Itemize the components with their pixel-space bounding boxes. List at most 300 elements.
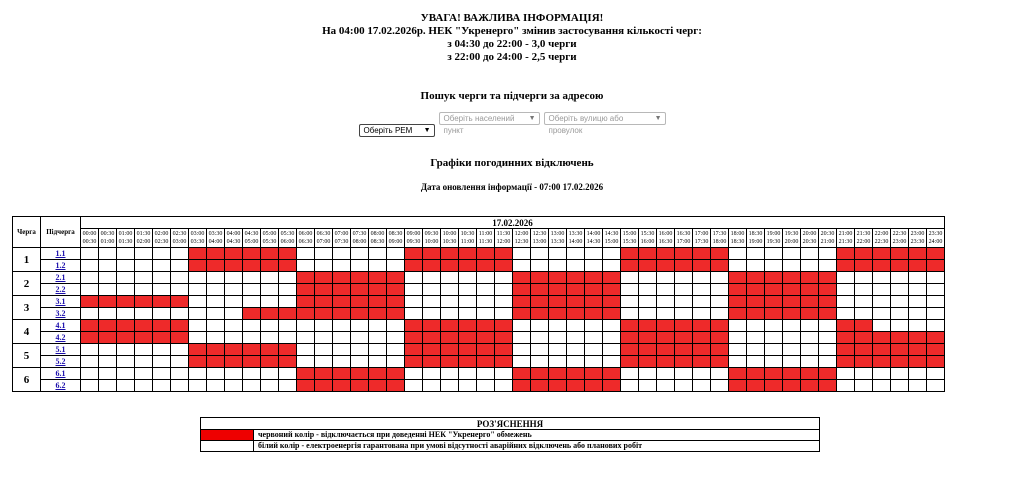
power-cell — [459, 368, 477, 380]
outage-cell — [333, 380, 351, 392]
power-cell — [531, 248, 549, 260]
power-cell — [801, 320, 819, 332]
power-cell — [369, 248, 387, 260]
rem-select[interactable] — [359, 124, 435, 137]
outage-cell — [117, 332, 135, 344]
power-cell — [171, 284, 189, 296]
outage-cell — [693, 260, 711, 272]
outage-cell — [441, 344, 459, 356]
power-cell — [459, 296, 477, 308]
time-slot — [423, 229, 441, 248]
power-cell — [513, 356, 531, 368]
power-cell — [135, 356, 153, 368]
outage-cell — [729, 308, 747, 320]
outage-cell — [477, 356, 495, 368]
outage-cell — [729, 272, 747, 284]
time-slot-start: 09:30 — [424, 231, 439, 237]
power-cell — [855, 284, 873, 296]
outage-cell — [333, 284, 351, 296]
power-cell — [135, 260, 153, 272]
power-cell — [477, 380, 495, 392]
outage-cell — [351, 284, 369, 296]
outage-cell — [549, 308, 567, 320]
power-cell — [297, 260, 315, 272]
table-row — [13, 368, 945, 380]
power-cell — [297, 356, 315, 368]
outage-cell — [693, 248, 711, 260]
time-slot-start: 15:30 — [640, 231, 655, 237]
power-cell — [81, 284, 99, 296]
outage-cell — [711, 344, 729, 356]
legend-red-swatch — [201, 430, 254, 441]
power-cell — [621, 380, 639, 392]
outage-cell — [765, 368, 783, 380]
chevron-down-icon: ▼ — [423, 127, 431, 134]
power-cell — [99, 284, 117, 296]
power-cell — [639, 296, 657, 308]
power-cell — [99, 260, 117, 272]
outage-cell — [801, 368, 819, 380]
outage-cell — [495, 260, 513, 272]
power-cell — [153, 344, 171, 356]
power-cell — [99, 248, 117, 260]
outage-cell — [225, 248, 243, 260]
outage-cell — [675, 356, 693, 368]
notice-line-3: з 22:00 до 24:00 - 2,5 черги — [447, 51, 577, 63]
time-slot-start: 16:00 — [658, 231, 673, 237]
power-cell — [531, 344, 549, 356]
outage-cell — [459, 248, 477, 260]
outage-cell — [153, 320, 171, 332]
outage-cell — [585, 272, 603, 284]
outage-cell — [243, 356, 261, 368]
power-cell — [243, 368, 261, 380]
time-slot-end: 05:00 — [244, 239, 259, 245]
power-cell — [405, 284, 423, 296]
power-cell — [153, 368, 171, 380]
subqueue-link[interactable]: 2.1 — [55, 272, 66, 282]
power-cell — [99, 356, 117, 368]
outage-cell — [513, 368, 531, 380]
outage-cell — [621, 344, 639, 356]
power-cell — [99, 368, 117, 380]
table-row — [13, 308, 945, 320]
power-cell — [171, 308, 189, 320]
outage-cell — [873, 248, 891, 260]
outage-cell — [99, 320, 117, 332]
time-slot-start: 00:30 — [100, 231, 115, 237]
subqueue-link[interactable]: 4.2 — [55, 332, 66, 342]
outage-cell — [423, 356, 441, 368]
subqueue-link[interactable]: 1.2 — [55, 260, 66, 270]
power-cell — [729, 344, 747, 356]
power-cell — [279, 380, 297, 392]
outage-cell — [315, 296, 333, 308]
outage-cell — [243, 260, 261, 272]
legend-table — [200, 417, 820, 452]
power-cell — [549, 332, 567, 344]
power-cell — [585, 260, 603, 272]
time-slot-end: 10:30 — [442, 239, 457, 245]
power-cell — [801, 260, 819, 272]
outage-cell — [747, 272, 765, 284]
time-slot-end: 16:30 — [658, 239, 673, 245]
power-cell — [261, 368, 279, 380]
outage-cell — [729, 368, 747, 380]
queue-number: 6 — [13, 368, 41, 392]
time-slot-start: 17:00 — [694, 231, 709, 237]
outage-cell — [639, 344, 657, 356]
power-cell — [81, 272, 99, 284]
outage-cell — [513, 308, 531, 320]
outage-cell — [855, 260, 873, 272]
power-cell — [927, 320, 945, 332]
time-slot-start: 18:00 — [730, 231, 745, 237]
power-cell — [81, 368, 99, 380]
power-cell — [405, 380, 423, 392]
outage-cell — [549, 272, 567, 284]
outage-cell — [423, 332, 441, 344]
time-slot — [441, 229, 459, 248]
time-slot-start: 05:30 — [280, 231, 295, 237]
power-cell — [99, 380, 117, 392]
outage-cell — [819, 380, 837, 392]
outage-cell — [441, 248, 459, 260]
subqueue-link[interactable]: 3.1 — [55, 296, 66, 306]
power-cell — [225, 380, 243, 392]
power-cell — [603, 320, 621, 332]
outage-cell — [297, 380, 315, 392]
time-slot — [873, 229, 891, 248]
power-cell — [369, 332, 387, 344]
outage-cell — [351, 272, 369, 284]
power-cell — [495, 308, 513, 320]
power-cell — [837, 368, 855, 380]
time-slot — [513, 229, 531, 248]
power-cell — [495, 368, 513, 380]
time-slot — [891, 229, 909, 248]
time-slot-start: 12:00 — [514, 231, 529, 237]
power-cell — [549, 320, 567, 332]
outage-cell — [675, 248, 693, 260]
time-slot — [351, 229, 369, 248]
power-cell — [837, 380, 855, 392]
outage-cell — [243, 248, 261, 260]
power-cell — [819, 248, 837, 260]
queue-number: 2 — [13, 272, 41, 296]
power-cell — [153, 272, 171, 284]
time-slot — [801, 229, 819, 248]
power-cell — [639, 368, 657, 380]
outage-cell — [351, 296, 369, 308]
notice-title: УВАГА! ВАЖЛИВА ІНФОРМАЦІЯ! — [420, 12, 604, 24]
outage-cell — [279, 308, 297, 320]
update-date: Дата оновлення інформації - 07:00 17.02.2026 — [420, 182, 604, 192]
outage-cell — [495, 320, 513, 332]
power-cell — [585, 344, 603, 356]
outage-cell — [891, 344, 909, 356]
power-cell — [513, 344, 531, 356]
outage-cell — [585, 296, 603, 308]
power-cell — [117, 284, 135, 296]
street-select[interactable] — [544, 112, 666, 135]
outage-cell — [459, 260, 477, 272]
power-cell — [297, 332, 315, 344]
time-slot-end: 02:00 — [136, 239, 151, 245]
outage-cell — [531, 296, 549, 308]
outage-cell — [225, 260, 243, 272]
outage-cell — [837, 356, 855, 368]
outage-cell — [909, 248, 927, 260]
time-slot-start: 00:00 — [82, 231, 97, 237]
outage-cell — [603, 284, 621, 296]
legend-red-text: червоний колір - відключається при доведенні НЕК "Укренерго" обмежень — [254, 430, 820, 441]
time-slot-end: 06:30 — [298, 239, 313, 245]
power-cell — [531, 332, 549, 344]
power-cell — [189, 272, 207, 284]
subqueue-cell — [41, 320, 81, 332]
power-cell — [153, 356, 171, 368]
time-slot — [747, 229, 765, 248]
outage-cell — [693, 344, 711, 356]
time-slot-start: 06:00 — [298, 231, 313, 237]
power-cell — [225, 332, 243, 344]
power-cell — [747, 332, 765, 344]
power-cell — [369, 344, 387, 356]
power-cell — [279, 272, 297, 284]
time-slot-start: 07:00 — [334, 231, 349, 237]
time-slot-end: 21:00 — [820, 239, 835, 245]
power-cell — [153, 284, 171, 296]
power-cell — [639, 272, 657, 284]
power-cell — [657, 272, 675, 284]
power-cell — [333, 260, 351, 272]
subqueue-link[interactable]: 2.2 — [55, 284, 66, 294]
city-select-value: Оберіть населений пункт — [443, 114, 515, 135]
power-cell — [117, 356, 135, 368]
outage-cell — [171, 320, 189, 332]
power-cell — [477, 368, 495, 380]
city-select[interactable] — [439, 112, 540, 135]
time-slot-end: 23:30 — [910, 239, 925, 245]
outage-cell — [783, 272, 801, 284]
outage-cell — [243, 308, 261, 320]
outage-cell — [801, 308, 819, 320]
time-slot — [405, 229, 423, 248]
time-slot — [243, 229, 261, 248]
power-cell — [657, 296, 675, 308]
outage-cell — [477, 332, 495, 344]
outage-cell — [675, 344, 693, 356]
power-cell — [729, 248, 747, 260]
time-slot-start: 04:00 — [226, 231, 241, 237]
subqueue-cell — [41, 356, 81, 368]
power-cell — [603, 344, 621, 356]
power-cell — [333, 356, 351, 368]
outage-cell — [909, 332, 927, 344]
power-cell — [261, 320, 279, 332]
time-slot-start: 17:30 — [712, 231, 727, 237]
power-cell — [657, 284, 675, 296]
time-slot-start: 14:30 — [604, 231, 619, 237]
power-cell — [189, 320, 207, 332]
outage-cell — [837, 260, 855, 272]
outage-cell — [783, 308, 801, 320]
power-cell — [297, 248, 315, 260]
time-slot — [225, 229, 243, 248]
subqueue-link[interactable]: 4.1 — [55, 320, 66, 330]
power-cell — [621, 284, 639, 296]
power-cell — [81, 380, 99, 392]
outage-cell — [441, 320, 459, 332]
power-cell — [513, 248, 531, 260]
outage-cell — [819, 272, 837, 284]
outage-cell — [747, 284, 765, 296]
time-slot-end: 08:30 — [370, 239, 385, 245]
power-cell — [729, 332, 747, 344]
outage-cell — [171, 332, 189, 344]
time-slot-end: 04:30 — [226, 239, 241, 245]
power-cell — [207, 296, 225, 308]
subqueue-link[interactable]: 3.2 — [55, 308, 66, 318]
time-slot — [765, 229, 783, 248]
outage-cell — [99, 296, 117, 308]
outage-cell — [855, 344, 873, 356]
power-cell — [387, 344, 405, 356]
outage-cell — [891, 332, 909, 344]
power-cell — [423, 308, 441, 320]
outage-cell — [333, 368, 351, 380]
power-cell — [873, 284, 891, 296]
power-cell — [747, 356, 765, 368]
outage-cell — [873, 332, 891, 344]
outage-cell — [639, 248, 657, 260]
power-cell — [657, 368, 675, 380]
outage-cell — [873, 344, 891, 356]
power-cell — [909, 296, 927, 308]
subqueue-cell — [41, 380, 81, 392]
power-cell — [135, 380, 153, 392]
time-slot-start: 09:00 — [406, 231, 421, 237]
power-cell — [99, 272, 117, 284]
time-slot-start: 01:30 — [136, 231, 151, 237]
power-cell — [423, 272, 441, 284]
power-cell — [873, 272, 891, 284]
subqueue-link[interactable]: 1.1 — [55, 248, 66, 258]
power-cell — [603, 332, 621, 344]
queue-number: 3 — [13, 296, 41, 320]
time-slot-end: 19:00 — [748, 239, 763, 245]
time-slot-end: 13:00 — [532, 239, 547, 245]
outage-cell — [261, 344, 279, 356]
time-slot-start: 03:00 — [190, 231, 205, 237]
power-cell — [765, 344, 783, 356]
power-cell — [81, 344, 99, 356]
power-cell — [279, 368, 297, 380]
time-slot-end: 14:30 — [586, 239, 601, 245]
table-row — [13, 356, 945, 368]
outage-cell — [495, 344, 513, 356]
time-slot — [549, 229, 567, 248]
time-slot — [459, 229, 477, 248]
outage-cell — [567, 296, 585, 308]
outage-cell — [351, 368, 369, 380]
time-slot-end: 01:00 — [100, 239, 115, 245]
power-cell — [81, 248, 99, 260]
subqueue-link[interactable]: 5.2 — [55, 356, 66, 366]
power-cell — [135, 248, 153, 260]
power-cell — [531, 260, 549, 272]
outage-cell — [315, 380, 333, 392]
subqueue-cell — [41, 260, 81, 272]
subqueue-link[interactable]: 6.1 — [55, 368, 66, 378]
subqueue-cell — [41, 308, 81, 320]
power-cell — [891, 368, 909, 380]
power-cell — [495, 380, 513, 392]
legend-white-text: білий колір - електроенергія гарантована при умові відсутності аварійних відключень або планових робіт — [254, 441, 820, 452]
outage-cell — [279, 260, 297, 272]
outage-cell — [531, 284, 549, 296]
power-cell — [171, 344, 189, 356]
time-slot-end: 02:30 — [154, 239, 169, 245]
outage-cell — [387, 284, 405, 296]
outage-cell — [801, 296, 819, 308]
power-cell — [315, 332, 333, 344]
power-cell — [117, 380, 135, 392]
power-cell — [783, 260, 801, 272]
power-cell — [189, 284, 207, 296]
subqueue-link[interactable]: 5.1 — [55, 344, 66, 354]
power-cell — [855, 296, 873, 308]
table-row — [13, 260, 945, 272]
power-cell — [297, 344, 315, 356]
power-cell — [315, 248, 333, 260]
outage-cell — [603, 272, 621, 284]
time-slot-start: 22:30 — [892, 231, 907, 237]
power-cell — [153, 248, 171, 260]
outage-cell — [765, 284, 783, 296]
outage-cell — [729, 284, 747, 296]
power-cell — [153, 380, 171, 392]
power-cell — [567, 260, 585, 272]
time-slot-end: 19:30 — [766, 239, 781, 245]
power-cell — [117, 248, 135, 260]
power-cell — [135, 272, 153, 284]
power-cell — [99, 308, 117, 320]
power-cell — [279, 296, 297, 308]
outage-cell — [837, 248, 855, 260]
power-cell — [711, 368, 729, 380]
outage-cell — [315, 284, 333, 296]
time-slot-start: 21:00 — [838, 231, 853, 237]
time-slot — [81, 229, 99, 248]
outage-cell — [657, 320, 675, 332]
subqueue-link[interactable]: 6.2 — [55, 380, 66, 390]
header-queue: Черга — [13, 217, 41, 248]
power-cell — [873, 380, 891, 392]
time-slot-end: 12:30 — [514, 239, 529, 245]
outage-cell — [801, 284, 819, 296]
power-cell — [693, 284, 711, 296]
time-slot — [639, 229, 657, 248]
power-cell — [711, 272, 729, 284]
outage-cell — [207, 260, 225, 272]
time-slot — [99, 229, 117, 248]
outage-cell — [333, 296, 351, 308]
outage-cell — [153, 296, 171, 308]
outage-cell — [729, 296, 747, 308]
time-slot — [729, 229, 747, 248]
